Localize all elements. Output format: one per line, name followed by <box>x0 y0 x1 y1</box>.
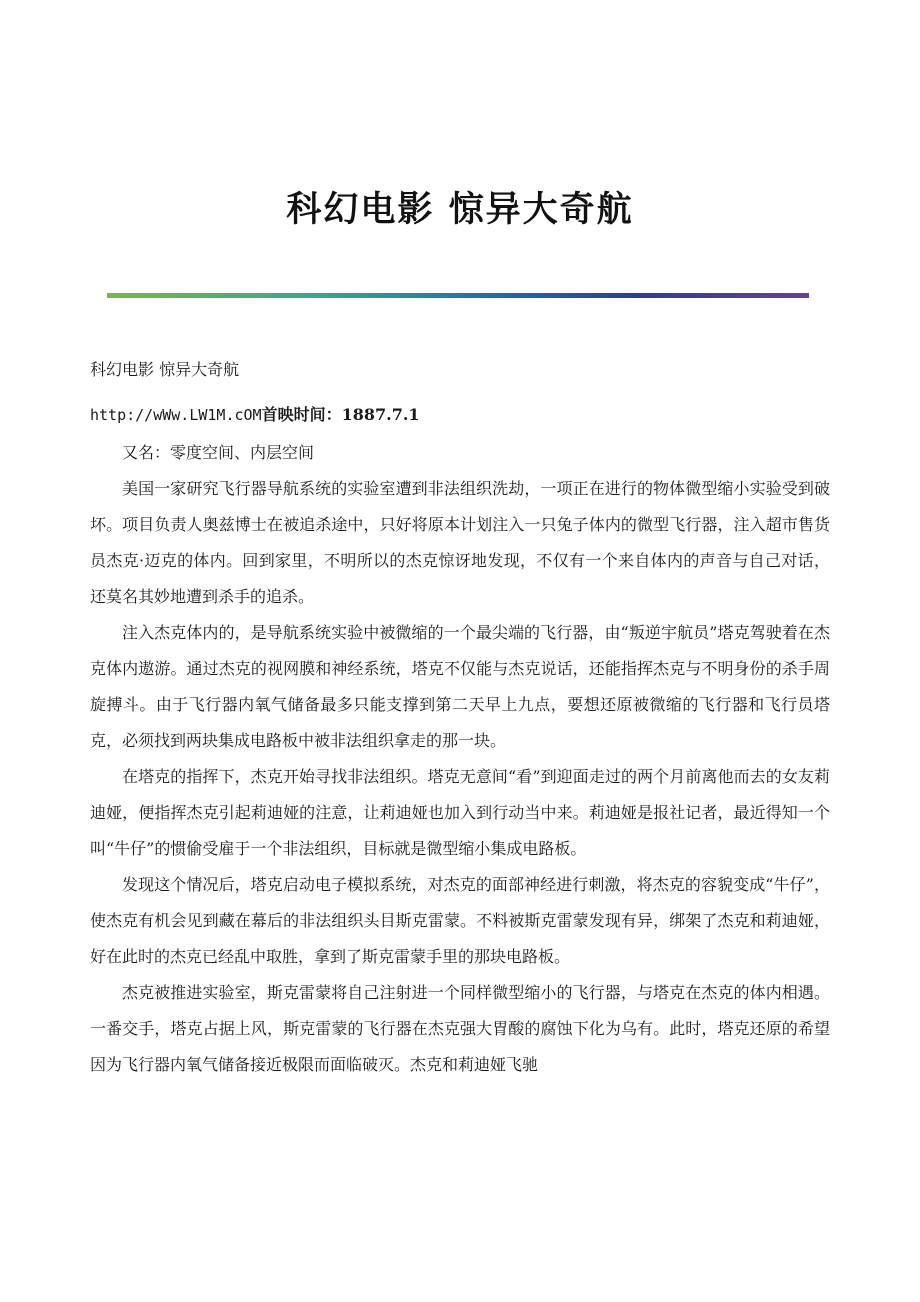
document-body <box>90 355 830 1083</box>
paragraph-2: 注入杰克体内的，是导航系统实验中被微缩的一个最尖端的飞行器，由“叛逆宇航员”塔克驾驶着在杰克体内遨游。通过杰克的视网膜和神经系统，塔克不仅能与杰克说话，还能指挥杰克与不明身份的杀手周旋搏斗。由于飞行器内氧气储备最多只能支撑到第二天早上九点，要想还原被微缩的飞行器和飞行员塔克，必须找到两块集成电路板中被非法组织拿走的那一块。 <box>90 623 830 750</box>
page-title: 科幻电影 惊异大奇航 <box>286 189 634 230</box>
paragraph-3: 在塔克的指挥下，杰克开始寻找非法组织。塔克无意间“看”到迎面走过的两个月前离他而去的女友莉迪娅，便指挥杰克引起莉迪娅的注意，让莉迪娅也加入到行动当中来。莉迪娅是报社记者，最近得知一个叫“牛仔”的惯偷受雇于一个非法组织，目标就是微型缩小集成电路板。 <box>90 767 830 858</box>
alias-line: 又名：零度空间、内层空间 <box>122 443 315 462</box>
title-divider <box>107 293 809 298</box>
source-url: http://wWw.LW1M.cOM <box>90 406 262 424</box>
premiere-date: 首映时间：1887.7.1 <box>261 405 420 424</box>
paragraph-4: 发现这个情况后，塔克启动电子模拟系统，对杰克的面部神经进行刺激，将杰克的容貌变成“牛仔”，使杰克有机会见到藏在幕后的非法组织头目斯克雷蒙。不料被斯克雷蒙发现有异，绑架了杰克和莉迪娅，好在此时的杰克已经乱中取胜，拿到了斯克雷蒙手里的那块电路板。 <box>90 875 830 966</box>
paragraph-1: 美国一家研究飞行器导航系统的实验室遭到非法组织洗劫，一项正在进行的物体微型缩小实验受到破坏。项目负责人奥兹博士在被追杀途中，只好将原本计划注入一只兔子体内的微型飞行器，注入超市售货员杰克·迈克的体内。回到家里，不明所以的杰克惊讶地发现，不仅有一个来自体内的声音与自己对话，还莫名其妙地遭到杀手的追杀。 <box>90 479 830 606</box>
paragraph-5: 杰克被推进实验室，斯克雷蒙将自己注射进一个同样微型缩小的飞行器，与塔克在杰克的体内相遇。一番交手，塔克占据上风，斯克雷蒙的飞行器在杰克强大胃酸的腐蚀下化为乌有。此时，塔克还原的希望因为飞行器内氧气储备接近极限而面临破灭。杰克和莉迪娅飞驰 <box>90 983 830 1074</box>
document-subtitle: 科幻电影 惊异大奇航 <box>90 360 240 379</box>
source-line <box>90 400 830 430</box>
